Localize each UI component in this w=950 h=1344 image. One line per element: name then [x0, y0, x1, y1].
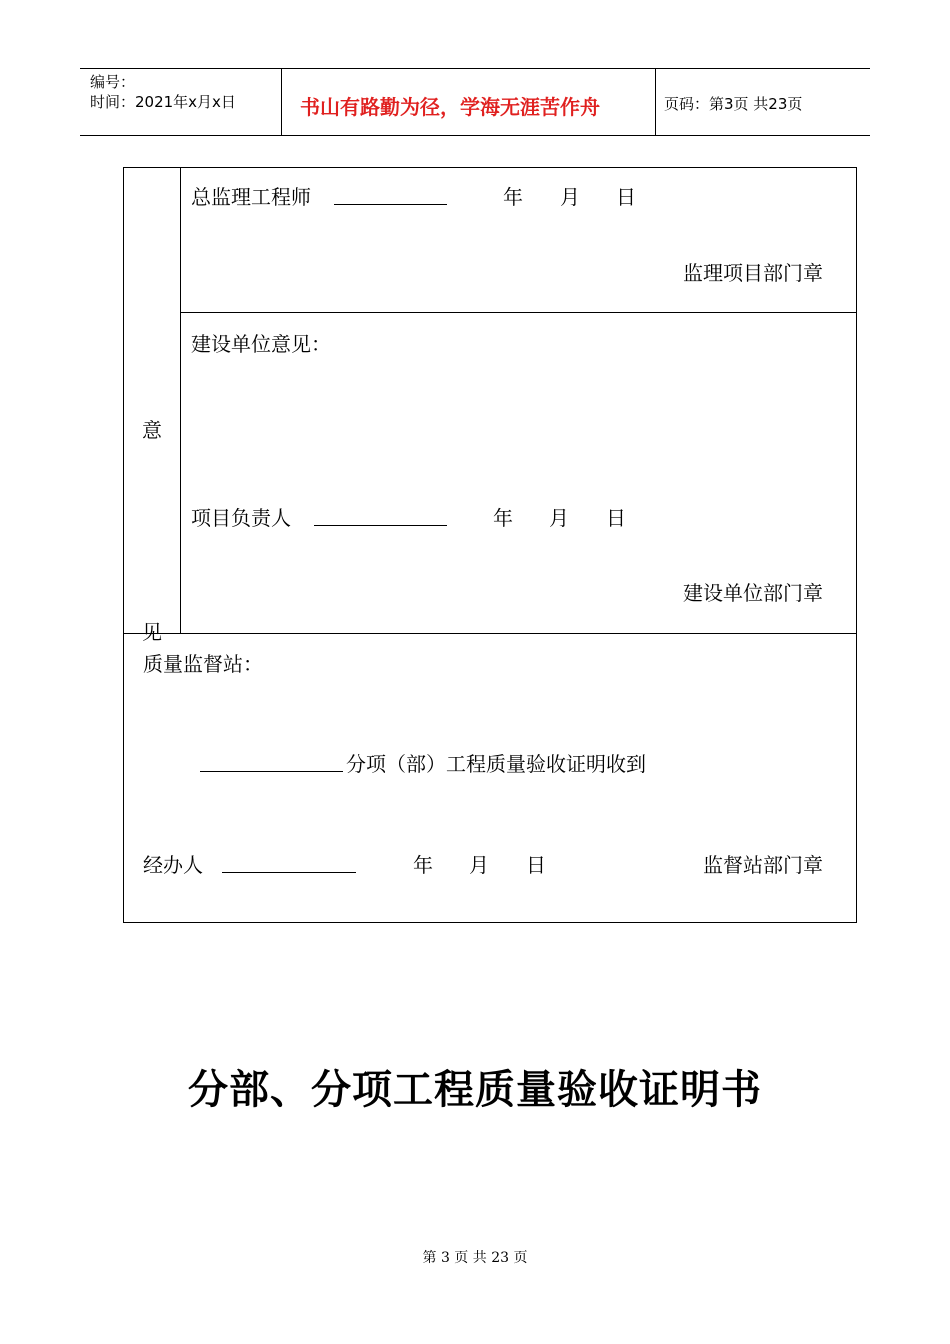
form-right-border: [856, 167, 857, 923]
supervisor-month-label: 月: [560, 185, 580, 209]
owner-stamp-label: 建设单位部门章: [683, 581, 823, 605]
form-left-border: [123, 167, 124, 923]
handler-signature-line: [222, 872, 356, 873]
chief-supervisor-label: 总监理工程师: [191, 185, 311, 209]
owner-month-label: 月: [549, 506, 569, 530]
owner-year-label: 年: [493, 506, 513, 530]
owner-opinion-label: 建设单位意见：: [191, 332, 331, 356]
header-divider-left: [281, 68, 282, 136]
chief-supervisor-signature-line: [334, 204, 447, 205]
form-row-divider-1: [180, 312, 857, 313]
owner-day-label: 日: [606, 506, 626, 530]
handler-label: 经办人: [143, 853, 203, 877]
form-column-divider: [180, 167, 181, 633]
side-label-bottom: 见: [142, 620, 162, 644]
quality-day-label: 日: [526, 853, 546, 877]
supervisor-year-label: 年: [503, 185, 523, 209]
quality-year-label: 年: [413, 853, 433, 877]
quality-station-label: 质量监督站：: [143, 652, 263, 676]
receipt-item-blank-line: [200, 771, 343, 772]
quality-month-label: 月: [469, 853, 489, 877]
form-bottom-border: [123, 922, 857, 923]
project-manager-label: 项目负责人: [191, 506, 291, 530]
header-bottom-rule: [80, 135, 870, 136]
document-title: 分部、分项工程质量验收证明书: [188, 1066, 762, 1113]
document-date-label: 时间：2021年x月x日: [90, 93, 236, 111]
form-row-divider-2: [123, 633, 857, 634]
page-footer: 第 3 页 共 23 页: [422, 1250, 528, 1266]
form-top-border: [123, 167, 857, 168]
document-number-label: 编号：: [90, 73, 136, 91]
header-motto: 书山有路勤为径，学海无涯苦作舟: [300, 95, 600, 119]
header-top-rule: [80, 68, 870, 69]
supervisor-stamp-label: 监理项目部门章: [683, 261, 823, 285]
header-divider-right: [655, 68, 656, 136]
page-info: 页码：第3页 共23页: [664, 95, 803, 113]
receipt-statement: 分项（部）工程质量验收证明收到: [346, 752, 646, 776]
project-manager-signature-line: [314, 525, 447, 526]
quality-stamp-label: 监督站部门章: [703, 853, 823, 877]
side-label-top: 意: [142, 418, 162, 442]
supervisor-day-label: 日: [616, 185, 636, 209]
